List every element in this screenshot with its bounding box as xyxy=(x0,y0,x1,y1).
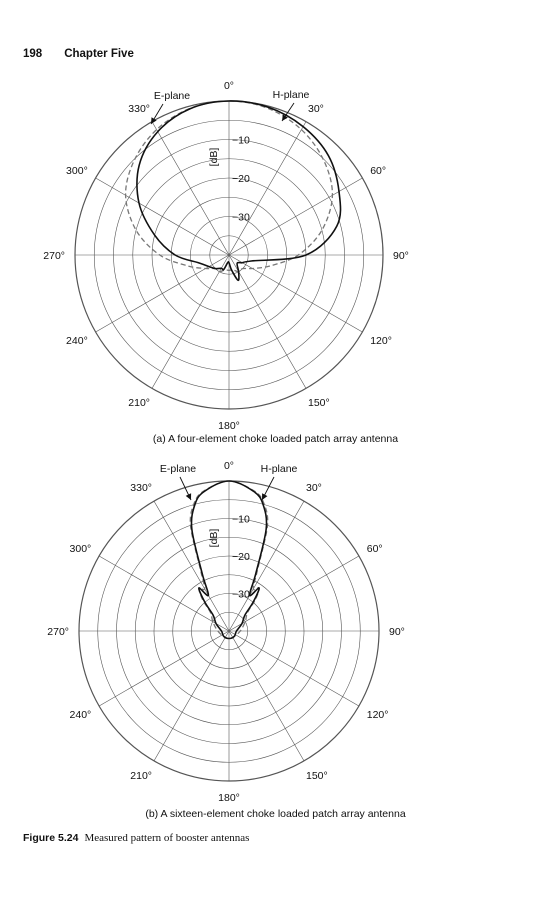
polar-plot-b xyxy=(0,460,551,804)
h-plane-curve xyxy=(137,101,341,280)
figure-caption xyxy=(23,832,249,844)
angle-label: 270° xyxy=(47,626,69,638)
grid-spoke xyxy=(229,255,362,332)
polar-plot-a xyxy=(0,80,551,432)
db-tick-label: −20 xyxy=(232,173,250,185)
db-tick-label: −30 xyxy=(232,211,250,224)
angle-label: 270° xyxy=(43,250,65,262)
db-tick-label: −20 xyxy=(232,551,250,563)
angle-label: 150° xyxy=(306,769,328,782)
grid-spoke xyxy=(99,631,229,706)
angle-label: 210° xyxy=(128,397,150,410)
grid-spoke xyxy=(152,255,229,388)
grid-spoke xyxy=(152,122,229,255)
angle-label: 60° xyxy=(366,543,383,555)
grid-spoke xyxy=(229,631,304,761)
db-axis-label: [dB] xyxy=(208,528,220,548)
angle-label: 150° xyxy=(308,397,330,410)
angle-label: 90° xyxy=(393,250,409,262)
grid-spoke xyxy=(154,631,229,761)
angle-label: 180° xyxy=(218,792,240,804)
grid-spoke xyxy=(229,631,359,706)
angle-label: 120° xyxy=(370,335,392,347)
db-tick-label: −10 xyxy=(232,513,250,526)
angle-label: 30° xyxy=(306,482,322,495)
angle-label: 180° xyxy=(218,420,240,432)
db-tick-label: −10 xyxy=(232,134,250,147)
angle-label: 0° xyxy=(223,80,235,92)
angle-label: 240° xyxy=(66,335,88,347)
plot-b-caption: (b) A sixteen-element choke loaded patch array antenna xyxy=(145,808,406,820)
figure-number: Figure 5.24 xyxy=(23,832,79,844)
angle-label: 60° xyxy=(370,165,387,177)
angle-label: 0° xyxy=(223,460,235,472)
page-number: 198 xyxy=(23,48,43,60)
e-plane-label: E-plane xyxy=(159,463,197,475)
angle-label: 120° xyxy=(366,709,389,721)
plot-a-caption: (a) A four-element choke loaded patch array antenna xyxy=(152,433,399,445)
db-axis-label: [dB] xyxy=(208,147,220,167)
angle-label: 300° xyxy=(66,165,88,177)
angle-label: 330° xyxy=(128,102,150,115)
grid-spoke xyxy=(99,556,229,631)
angle-label: 330° xyxy=(130,482,152,495)
angle-label: 300° xyxy=(69,543,92,555)
figure-caption-text: Measured pattern of booster antennas xyxy=(84,832,250,844)
e-plane-label: E-plane xyxy=(153,90,191,102)
grid-spoke xyxy=(229,255,306,388)
angle-label: 90° xyxy=(389,626,405,638)
angle-label: 30° xyxy=(308,102,324,115)
db-tick-label: −30 xyxy=(232,588,250,601)
chapter-title: Chapter Five xyxy=(64,48,134,60)
e-plane-arrow-head xyxy=(151,117,157,124)
page-header xyxy=(23,48,134,60)
angle-label: 210° xyxy=(130,769,152,782)
h-plane-label: H-plane xyxy=(272,89,310,101)
angle-label: 240° xyxy=(69,709,92,721)
h-plane-label: H-plane xyxy=(260,463,298,475)
